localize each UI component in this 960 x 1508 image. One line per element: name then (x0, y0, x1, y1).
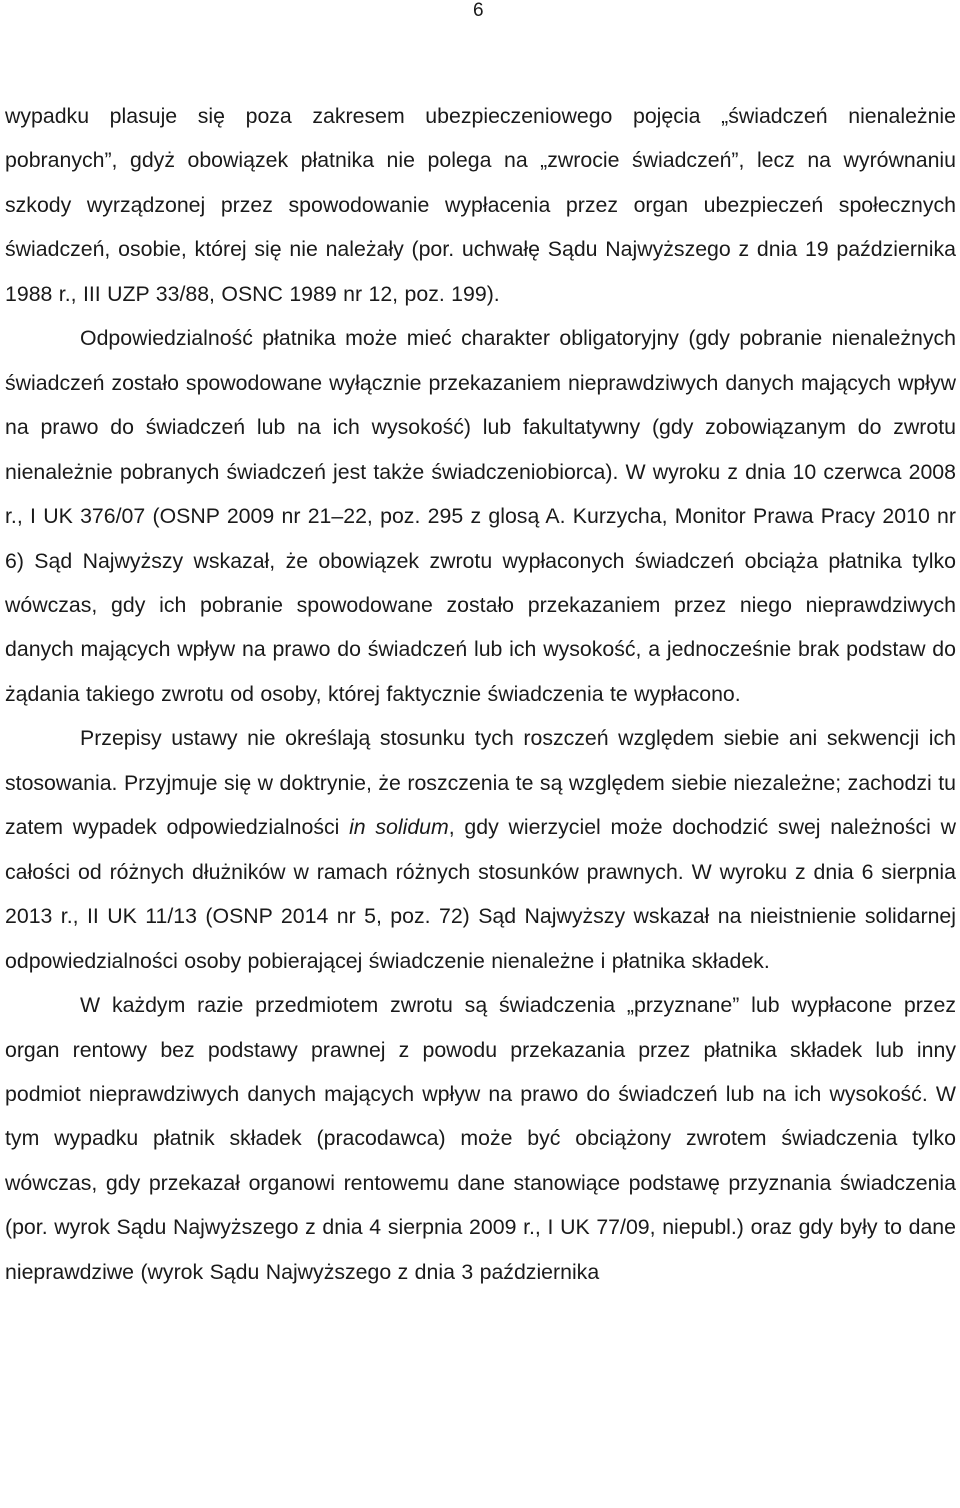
paragraph-liability: Odpowiedzialność płatnika może mieć charakter obligatoryjny (gdy pobranie nienależnych świadczeń zostało spowodowane wyłącznie przekazaniem nieprawdziwych danych mających wpływ na prawo do świadczeń lub na ich wysokość) lub fakultatywny (gdy zobowiązanym do zwrotu nienależnie pobranych świadczeń jest także świadczeniobiorca). W wyroku z dnia 10 czerwca 2008 r., I UK 376/07 (OSNP 2009 nr 21–22, poz. 295 z glosą A. Kurzycha, Monitor Prawa Pracy 2010 nr 6) Sąd Najwyższy wskazał, że obowiązek zwrotu wypłaconych świadczeń obciąża płatnika tylko wówczas, gdy ich pobranie spowodowane zostało przekazaniem przez niego nieprawdziwych danych mających wpływ na prawo do świadczeń lub ich wysokość, a jednocześnie brak podstaw do żądania takiego zwrotu od osoby, której faktycznie świadczenia te wypłacono. (5, 326, 956, 706)
paragraph-sequence-text-start: Przepisy ustawy nie określają stosunku tych roszczeń względem siebie ani sekwencji ich stosowania. Przyjmuje się w doktrynie, że roszczenia te są względem siebie niezależne; zachodzi tu zatem wypadek odpowiedzialności (5, 726, 956, 840)
paragraph-sequence-text-end: , gdy wierzyciel może dochodzić swej należności w całości od różnych dłużników w ramach różnych stosunków prawnych. W wyroku z dnia 6 sierpnia 2013 r., II UK 11/13 (OSNP 2014 nr 5, poz. 72) Sąd Najwyższy wskazał na nieistnienie solidarnej odpowiedzialności osoby pobierającej świadczenie nienależne i płatnika składek. (5, 815, 956, 973)
page-number: 6 (473, 0, 484, 21)
paragraph-sequence (5, 716, 956, 983)
document-body (5, 94, 956, 1294)
paragraph-continuation: wypadku plasuje się poza zakresem ubezpieczeniowego pojęcia „świadczeń nienależnie pobranych”, gdyż obowiązek płatnika nie polega na „zwrocie świadczeń”, lecz na wyrównaniu szkody wyrządzonej przez spowodowanie wypłacenia przez organ ubezpieczeń społecznych świadczeń, osobie, której się nie należały (por. uchwałę Sądu Najwyższego z dnia 19 października 1988 r., III UZP 33/88, OSNC 1989 nr 12, poz. 199). (5, 104, 956, 306)
latin-term-in-solidum: in solidum (349, 815, 449, 840)
paragraph-subject-of-return: W każdym razie przedmiotem zwrotu są świadczenia „przyznane” lub wypłacone przez organ rentowy bez podstawy prawnej z powodu przekazania przez płatnika składek lub inny podmiot nieprawdziwych danych mających wpływ na prawo do świadczeń lub na ich wysokość. W tym wypadku płatnik składek (pracodawca) może być obciążony zwrotem świadczenia tylko wówczas, gdy przekazał organowi rentowemu dane stanowiące podstawę przyznania świadczenia (por. wyrok Sądu Najwyższego z dnia 4 sierpnia 2009 r., I UK 77/09, niepubl.) oraz gdy były to dane nieprawdziwe (wyrok Sądu Najwyższego z dnia 3 października (5, 993, 956, 1284)
